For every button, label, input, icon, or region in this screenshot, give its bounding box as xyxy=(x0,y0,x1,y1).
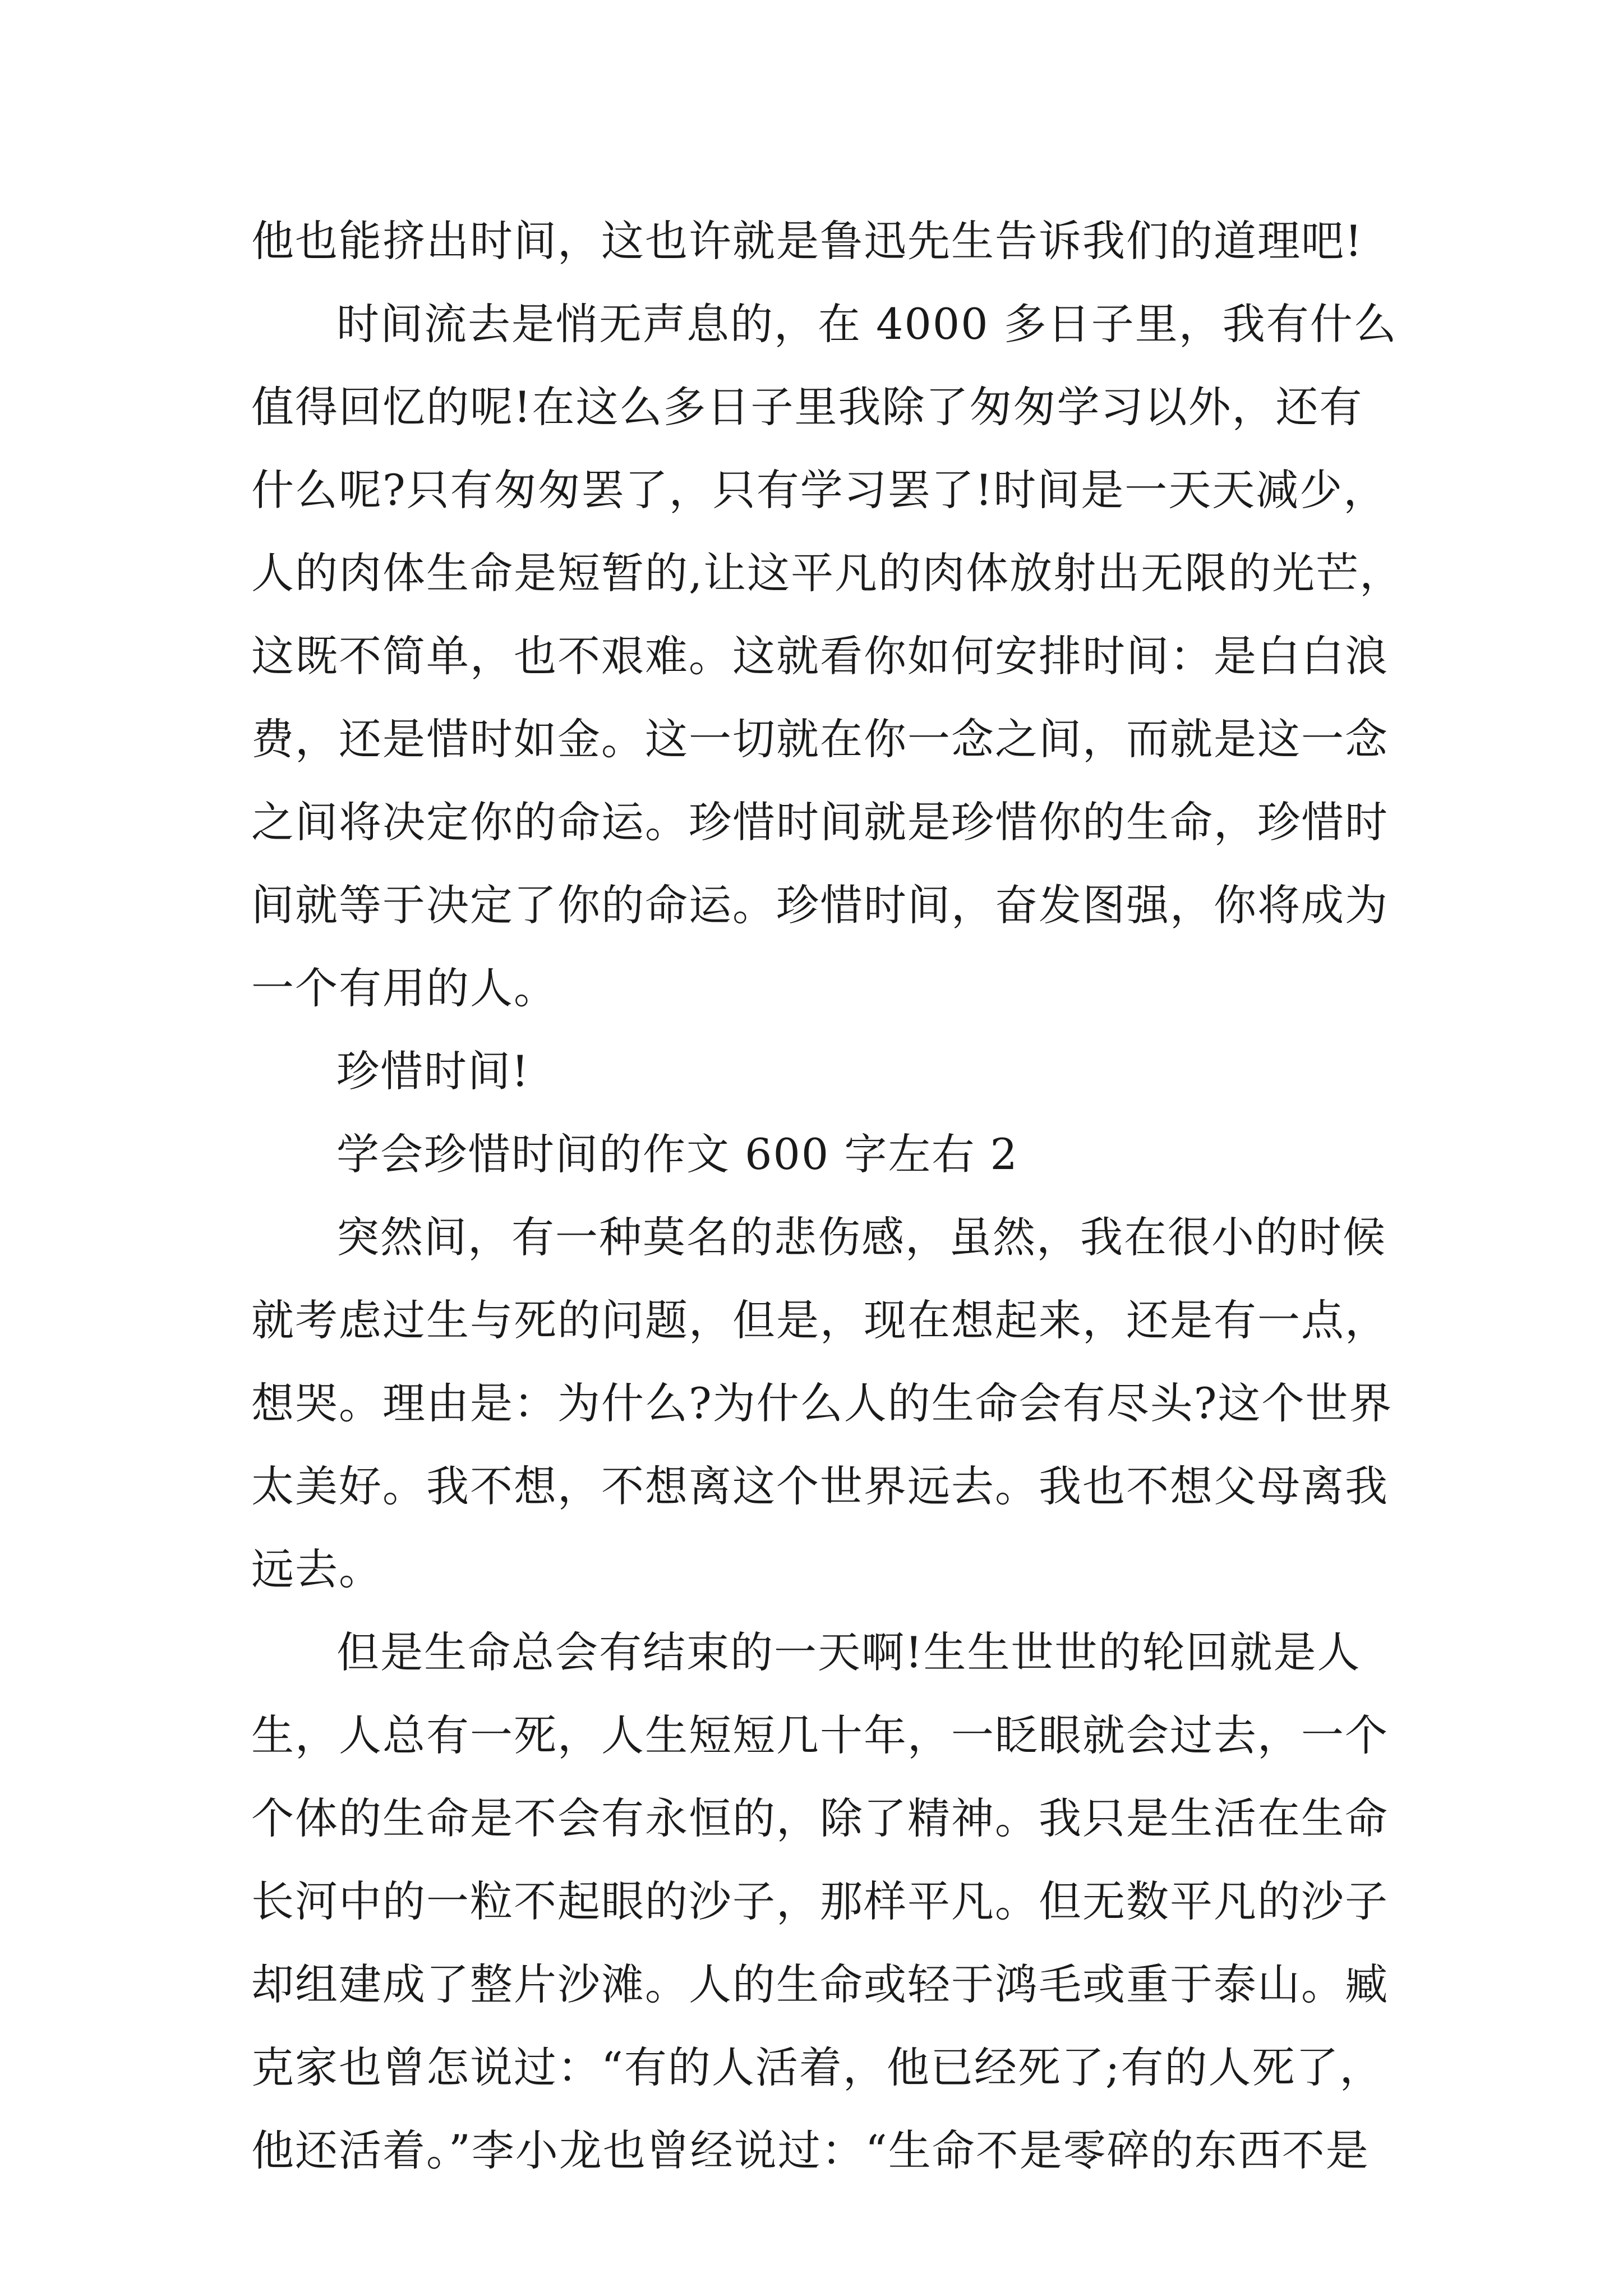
text-line: 克家也曾怎说过：“有的人活着，他已经死了;有的人死了， xyxy=(251,2042,1384,2092)
text-line: 值得回忆的呢!在这么多日子里我除了匆匆学习以外，还有 xyxy=(251,382,1363,432)
text-line: 却组建成了整片沙滩。人的生命或轻于鸿毛或重于泰山。臧 xyxy=(251,1959,1389,2009)
text-line: 费，还是惜时如金。这一切就在你一念之间，而就是这一念 xyxy=(251,714,1389,764)
text-line: 远去。 xyxy=(251,1544,382,1594)
text-line: 但是生命总会有结束的一天啊!生生世世的轮回就是人 xyxy=(336,1627,1361,1677)
text-line: 个体的生命是不会有永恒的，除了精神。我只是生活在生命 xyxy=(251,1793,1389,1843)
text-line: 人的肉体生命是短暂的,让这平凡的肉体放射出无限的光芒， xyxy=(251,548,1404,598)
text-line: 长河中的一粒不起眼的沙子，那样平凡。但无数平凡的沙子 xyxy=(251,1876,1389,1926)
text-line: 他也能挤出时间，这也许就是鲁迅先生告诉我们的道理吧! xyxy=(251,216,1363,266)
text-line: 学会珍惜时间的作文 600 字左右 2 xyxy=(336,1129,1018,1179)
text-line: 生，人总有一死，人生短短几十年，一眨眼就会过去，一个 xyxy=(251,1710,1389,1760)
text-line: 太美好。我不想，不想离这个世界远去。我也不想父母离我 xyxy=(251,1461,1389,1511)
text-line: 时间流去是悄无声息的，在 4000 多日子里，我有什么 xyxy=(336,299,1398,349)
text-line: 什么呢?只有匆匆罢了，只有学习罢了!时间是一天天减少， xyxy=(251,465,1387,515)
text-line: 他还活着。”李小龙也曾经说过：“生命不是零碎的东西不是 xyxy=(251,2125,1370,2175)
text-line: 珍惜时间! xyxy=(336,1046,530,1096)
text-line: 这既不简单，也不艰难。这就看你如何安排时间：是白白浪 xyxy=(251,631,1389,681)
document-body xyxy=(251,208,1404,2200)
text-line: 突然间，有一种莫名的悲伤感，虽然，我在很小的时候 xyxy=(336,1212,1386,1262)
text-line: 一个有用的人。 xyxy=(251,963,557,1013)
text-line: 之间将决定你的命运。珍惜时间就是珍惜你的生命，珍惜时 xyxy=(251,797,1389,847)
text-line: 间就等于决定了你的命运。珍惜时间，奋发图强，你将成为 xyxy=(251,880,1389,930)
text-line: 就考虑过生与死的问题，但是，现在想起来，还是有一点， xyxy=(251,1295,1389,1345)
text-line: 想哭。理由是：为什么?为什么人的生命会有尽头?这个世界 xyxy=(251,1378,1393,1428)
